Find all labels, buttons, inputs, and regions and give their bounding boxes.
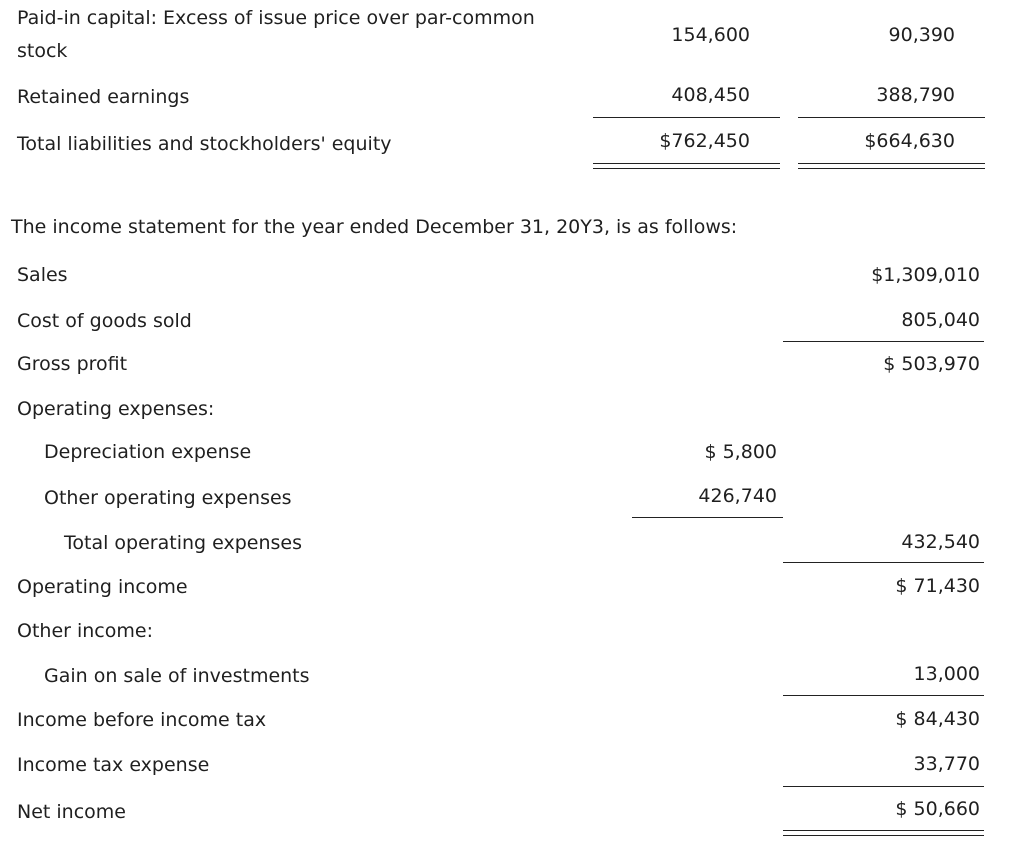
total-liabilities-equity-label: Total liabilities and stockholders' equity xyxy=(17,133,392,155)
total-double-rule xyxy=(593,163,780,169)
total-operating-label: Total operating expenses xyxy=(64,532,302,554)
subtotal-rule xyxy=(632,517,783,518)
gross-profit-value: $ 503,970 xyxy=(883,353,980,375)
other-income-header: Other income: xyxy=(17,620,153,642)
gross-profit-label: Gross profit xyxy=(17,353,128,375)
paid-in-capital-label-line1: Paid-in capital: Excess of issue price over par-common xyxy=(17,7,535,29)
paid-in-capital-current: 154,600 xyxy=(671,24,750,46)
net-income-value: $ 50,660 xyxy=(895,798,980,820)
income-before-tax-label: Income before income tax xyxy=(17,709,267,731)
subtotal-rule xyxy=(783,562,984,563)
income-before-tax-value: $ 84,430 xyxy=(895,708,980,730)
depreciation-label: Depreciation expense xyxy=(44,441,252,463)
gain-on-sale-label: Gain on sale of investments xyxy=(44,665,310,687)
net-income-double-rule xyxy=(783,830,984,836)
subtotal-rule xyxy=(798,117,985,118)
subtotal-rule xyxy=(783,786,984,787)
gain-on-sale-value: 13,000 xyxy=(913,663,980,685)
sales-value: $1,309,010 xyxy=(871,264,980,286)
operating-expenses-header: Operating expenses: xyxy=(17,398,215,420)
retained-earnings-prior: 388,790 xyxy=(876,84,955,106)
retained-earnings-label: Retained earnings xyxy=(17,86,190,108)
retained-earnings-current: 408,450 xyxy=(671,84,750,106)
other-operating-value: 426,740 xyxy=(698,485,777,507)
total-liabilities-equity-prior: $664,630 xyxy=(864,130,955,152)
paid-in-capital-label-line2: stock xyxy=(17,40,68,62)
sales-label: Sales xyxy=(17,264,68,286)
depreciation-value: $ 5,800 xyxy=(704,441,777,463)
subtotal-rule xyxy=(593,117,780,118)
cogs-label: Cost of goods sold xyxy=(17,310,192,332)
operating-income-label: Operating income xyxy=(17,576,188,598)
subtotal-rule xyxy=(783,695,984,696)
total-liabilities-equity-current: $762,450 xyxy=(659,130,750,152)
income-statement-intro: The income statement for the year ended December 31, 20Y3, is as follows: xyxy=(11,216,738,238)
subtotal-rule xyxy=(783,341,984,342)
other-operating-label: Other operating expenses xyxy=(44,487,292,509)
income-tax-value: 33,770 xyxy=(913,753,980,775)
total-operating-value: 432,540 xyxy=(901,531,980,553)
total-double-rule xyxy=(798,163,985,169)
cogs-value: 805,040 xyxy=(901,309,980,331)
operating-income-value: $ 71,430 xyxy=(895,575,980,597)
net-income-label: Net income xyxy=(17,801,126,823)
income-tax-label: Income tax expense xyxy=(17,754,210,776)
paid-in-capital-prior: 90,390 xyxy=(888,24,955,46)
